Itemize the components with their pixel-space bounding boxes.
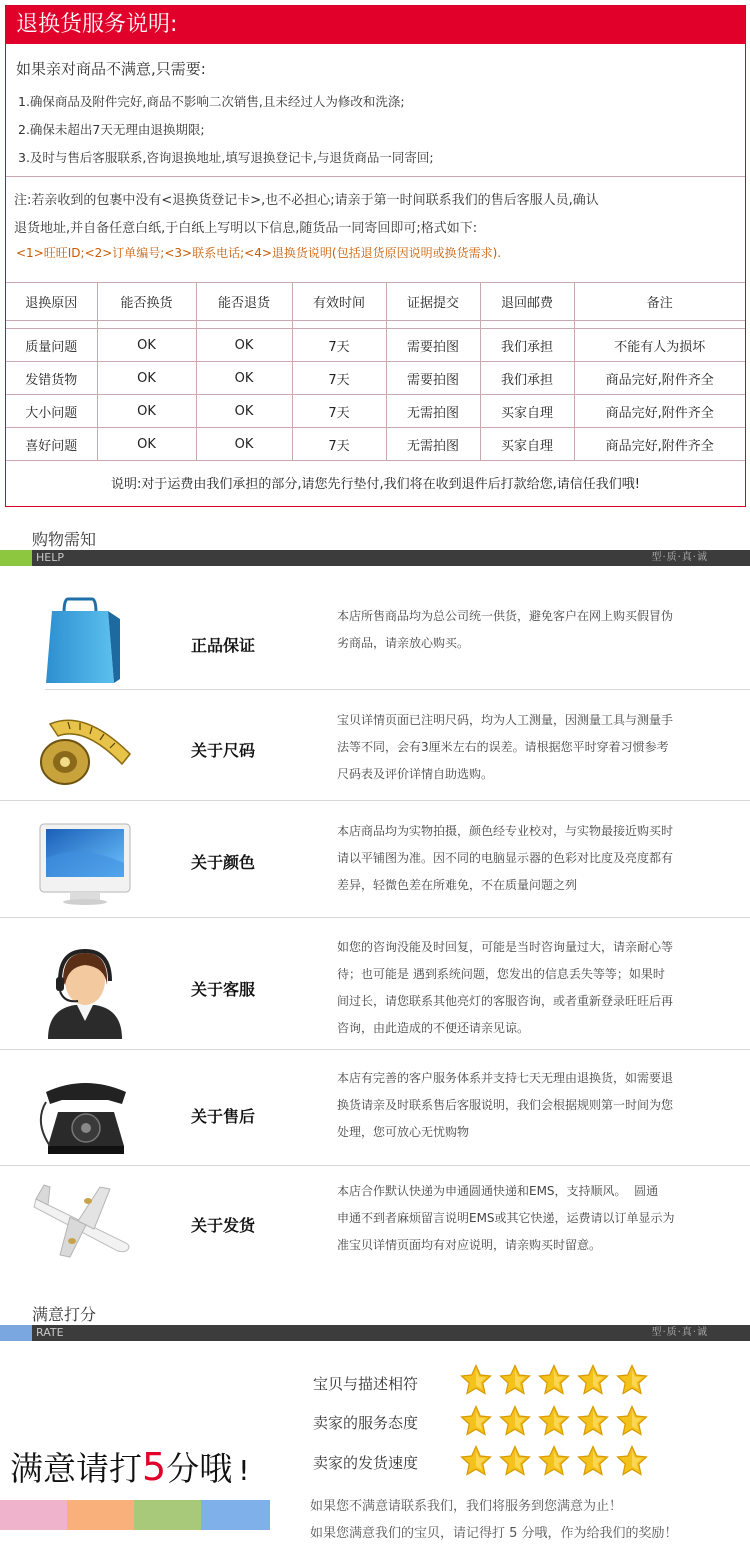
policy-footnote: 说明:对于运费由我们承担的部分,请您先行垫付,我们将在收到退件后打款给您,请信任我们哦!	[111, 477, 640, 492]
table-cell: OK	[196, 362, 292, 395]
rate-note-1: 如果您不满意请联系我们，我们将服务到您满意为止！	[310, 1499, 623, 1514]
rate-section-tag: 型·质·真·诚	[651, 1327, 708, 1338]
help-text	[337, 934, 707, 1042]
tape-measure-icon	[30, 704, 140, 794]
return-policy-table	[6, 282, 745, 461]
rate-criterion-label: 卖家的服务态度	[313, 1414, 419, 1432]
divider	[6, 176, 745, 177]
star-icon[interactable]	[538, 1445, 570, 1477]
star-icon[interactable]	[577, 1405, 609, 1437]
help-text	[337, 1178, 707, 1259]
table-cell: 大小问题	[6, 395, 97, 428]
policy-note-line-1: 注:若亲收到的包裹中没有<退换货登记卡>,也不必担心;请亲于第一时间联系我们的售后客服人员,确认	[14, 193, 599, 208]
help-text-line: 待；也可能是 遇到系统问题，您发出的信息丢失等等；如果时	[337, 967, 665, 981]
help-text-line: 处理，您可放心无忧购物	[337, 1125, 470, 1139]
help-label: 关于发货	[191, 1216, 256, 1235]
rate-criterion-label: 宝贝与描述相符	[313, 1375, 419, 1393]
star-icon[interactable]	[499, 1364, 531, 1396]
table-cell: 需要拍图	[386, 329, 480, 362]
help-text-line: 法等不同，会有3厘米左右的误差。请根据您平时穿着习惯参考	[337, 740, 669, 754]
help-item-color	[0, 800, 750, 917]
help-item-shipping	[0, 1165, 750, 1285]
table-cell: OK	[97, 362, 196, 395]
help-text	[337, 1065, 707, 1146]
rate-section-bar	[0, 1325, 750, 1341]
airplane-icon	[30, 1179, 140, 1269]
rate-slogan	[10, 1443, 249, 1490]
help-section-bar	[0, 550, 750, 566]
table-cell: 我们承担	[480, 329, 574, 362]
help-text-line: 咨询，由此造成的不便还请亲见谅。	[337, 1021, 530, 1035]
help-item-genuine	[0, 585, 750, 690]
help-text	[337, 818, 707, 899]
star-icon[interactable]	[538, 1405, 570, 1437]
help-text-line: 准宝贝详情页面均有对应说明，请亲购买时留意。	[337, 1238, 602, 1252]
color-swatch	[0, 1500, 67, 1530]
table-header-cell: 能否换货	[97, 283, 196, 321]
table-cell: 质量问题	[6, 329, 97, 362]
table-cell: OK	[97, 329, 196, 362]
help-text-line: 请以平铺图为准。因不同的电脑显示器的色彩对比度及亮度都有	[337, 851, 674, 865]
help-label: 关于颜色	[191, 853, 256, 872]
help-section-title: 购物需知	[32, 530, 97, 549]
table-header-cell: 退回邮费	[480, 283, 574, 321]
table-cell: 商品完好,附件齐全	[574, 395, 745, 428]
policy-title: 退换货服务说明:	[6, 6, 745, 44]
telephone-icon	[30, 1072, 140, 1162]
star-rating[interactable]	[460, 1405, 648, 1437]
help-text-line: 本店有完善的客户服务体系并支持七天无理由退换货，如需要退	[337, 1071, 674, 1085]
table-cell: 我们承担	[480, 362, 574, 395]
table-spacer	[6, 321, 745, 329]
star-icon[interactable]	[616, 1364, 648, 1396]
customer-service-icon	[30, 945, 140, 1035]
table-header-cell: 证据提交	[386, 283, 480, 321]
star-icon[interactable]	[538, 1364, 570, 1396]
star-icon[interactable]	[577, 1364, 609, 1396]
star-icon[interactable]	[616, 1445, 648, 1477]
star-icon[interactable]	[460, 1364, 492, 1396]
table-cell: OK	[196, 329, 292, 362]
table-cell: 7天	[292, 329, 386, 362]
help-text-line: 间过长，请您联系其他亮灯的客服咨询，或者重新登录旺旺后再	[337, 994, 674, 1008]
star-icon[interactable]	[460, 1445, 492, 1477]
star-rating[interactable]	[460, 1364, 648, 1396]
rate-section-title: 满意打分	[32, 1305, 97, 1324]
color-swatch	[134, 1500, 201, 1530]
color-swatch	[201, 1500, 270, 1530]
help-text	[337, 603, 707, 657]
star-icon[interactable]	[616, 1405, 648, 1437]
table-cell: OK	[97, 395, 196, 428]
rate-slogan-number: 5	[142, 1445, 167, 1489]
table-header-cell: 退换原因	[6, 283, 97, 321]
rate-criterion-label: 卖家的发货速度	[313, 1454, 419, 1472]
rate-slogan-mark: !	[238, 1454, 250, 1487]
policy-note	[14, 187, 742, 243]
policy-intro: 如果亲对商品不满意,只需要:	[16, 60, 206, 78]
table-header-cell: 有效时间	[292, 283, 386, 321]
table-cell: 需要拍图	[386, 362, 480, 395]
rate-section-en: RATE	[36, 1326, 64, 1339]
star-icon[interactable]	[577, 1445, 609, 1477]
rate-slogan-before: 满意请打	[10, 1449, 142, 1488]
table-row	[6, 329, 745, 362]
star-icon[interactable]	[499, 1405, 531, 1437]
help-text-line: 宝贝详情页面已注明尺码，均为人工测量，因测量工具与测量手	[337, 713, 674, 727]
policy-note-format: <1>旺旺ID;<2>订单编号;<3>联系电话;<4>退换货说明(包括退货原因说明或换货需求).	[16, 246, 502, 260]
monitor-icon	[30, 818, 140, 908]
policy-note-line-2: 退货地址,并自备任意白纸,于白纸上写明以下信息,随货品一同寄回即可;格式如下:	[14, 221, 478, 236]
star-icon[interactable]	[499, 1445, 531, 1477]
table-cell: 喜好问题	[6, 428, 97, 461]
table-cell: OK	[97, 428, 196, 461]
help-text-line: 如您的咨询没能及时回复，可能是当时咨询量过大，请亲耐心等	[337, 940, 674, 954]
help-item-service	[0, 917, 750, 1050]
table-cell: 买家自理	[480, 428, 574, 461]
help-item-size	[0, 690, 750, 800]
table-header-row	[6, 283, 745, 321]
table-header-cell: 备注	[574, 283, 745, 321]
table-header-cell: 能否退货	[196, 283, 292, 321]
help-label: 关于客服	[191, 980, 256, 999]
star-rating[interactable]	[460, 1445, 648, 1477]
table-row	[6, 362, 745, 395]
help-section-en: HELP	[36, 551, 64, 564]
help-section-tag: 型·质·真·诚	[651, 552, 708, 563]
policy-rule-2: 2.确保未超出7天无理由退换期限;	[18, 122, 205, 137]
table-cell: 商品完好,附件齐全	[574, 362, 745, 395]
table-cell: 商品完好,附件齐全	[574, 428, 745, 461]
rate-slogan-after: 分哦	[166, 1449, 233, 1488]
color-swatch	[67, 1500, 134, 1530]
table-cell: OK	[196, 395, 292, 428]
table-cell: 发错货物	[6, 362, 97, 395]
rate-accent	[0, 1325, 32, 1341]
help-text-line: 本店商品均为实物拍摄，颜色经专业校对，与实物最接近购买时	[337, 824, 674, 838]
table-row	[6, 395, 745, 428]
help-text-line: 本店所售商品均为总公司统一供货，避免客户在网上购买假冒伪	[337, 609, 674, 623]
table-cell: 7天	[292, 362, 386, 395]
help-text	[337, 707, 707, 788]
help-label: 正品保证	[191, 636, 256, 655]
shopping-bag-icon	[30, 597, 140, 687]
help-label: 关于售后	[191, 1107, 256, 1126]
help-text-line: 本店合作默认快递为申通圆通快递和EMS，支持顺风。 圆通	[337, 1184, 659, 1198]
help-text-line: 差异，轻微色差在所难免，不在质量问题之列	[337, 878, 578, 892]
table-cell: 买家自理	[480, 395, 574, 428]
rate-note-2: 如果您满意我们的宝贝，请记得打 5 分哦，作为给我们的奖励！	[310, 1526, 678, 1541]
help-item-aftersales	[0, 1050, 750, 1165]
star-icon[interactable]	[460, 1405, 492, 1437]
help-accent	[0, 550, 32, 566]
help-text-line: 劣商品，请亲放心购买。	[337, 636, 470, 650]
return-policy-box	[5, 5, 746, 507]
table-cell: 7天	[292, 395, 386, 428]
help-text-line: 尺码表及评价详情自助选购。	[337, 767, 494, 781]
table-cell: 7天	[292, 428, 386, 461]
table-cell: OK	[196, 428, 292, 461]
table-cell: 无需拍图	[386, 428, 480, 461]
help-label: 关于尺码	[191, 741, 256, 760]
help-text-line: 申通不到者麻烦留言说明EMS或其它快递，运费请以订单显示为	[337, 1211, 675, 1225]
policy-rule-1: 1.确保商品及附件完好,商品不影响二次销售,且未经过人为修改和洗涤;	[18, 94, 405, 109]
table-cell: 无需拍图	[386, 395, 480, 428]
table-cell: 不能有人为损坏	[574, 329, 745, 362]
table-row	[6, 428, 745, 461]
help-text-line: 换货请亲及时联系售后客服说明，我们会根据规则第一时间为您	[337, 1098, 674, 1112]
policy-rule-3: 3.及时与售后客服联系,咨询退换地址,填写退换登记卡,与退货商品一同寄回;	[18, 150, 434, 165]
